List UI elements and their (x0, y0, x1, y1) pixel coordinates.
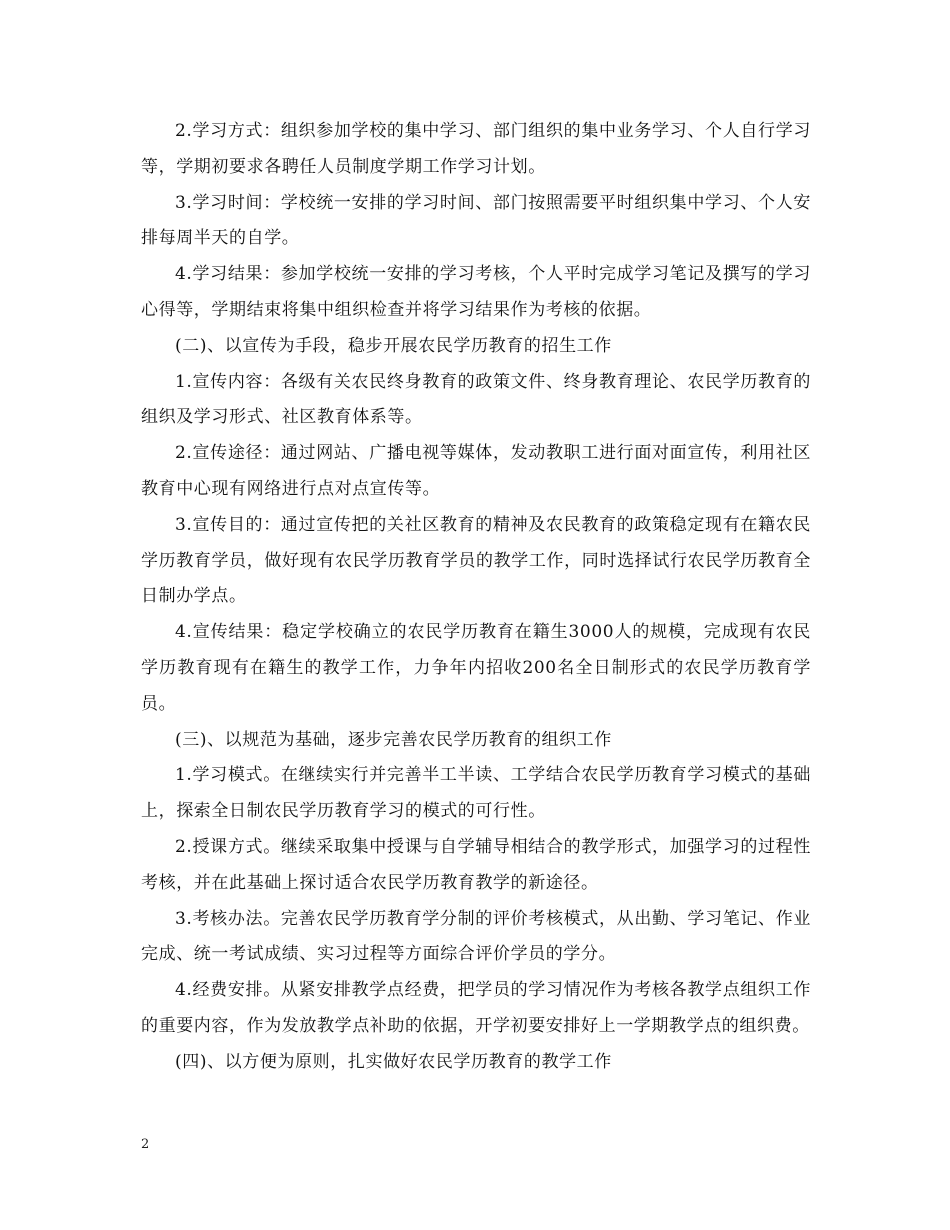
paragraph-funding: 4.经费安排。从紧安排教学点经费，把学员的学习情况作为考核各教学点组织工作的重要内容，作为发放教学点补助的依据，开学初要安排好上一学期教学点的组织费。 (141, 980, 811, 1036)
document-body (141, 114, 811, 1081)
paragraph-publicity-purpose: 3.宣传目的：通过宣传把的关社区教育的精神及农民教育的政策稳定现有在籍农民学历教育学员，做好现有农民学历教育学员的教学工作，同时选择试行农民学历教育全日制办学点。 (141, 514, 811, 607)
section-heading-4: (四)、以方便为原则，扎实做好农民学历教育的教学工作 (175, 1051, 612, 1072)
page-number: 2 (141, 1137, 150, 1152)
paragraph-teaching-method: 2.授课方式。继续采取集中授课与自学辅导相结合的教学形式，加强学习的过程性考核，并在此基础上探讨适合农民学历教育教学的新途径。 (141, 836, 811, 893)
paragraph-learning-mode: 1.学习模式。在继续实行并完善半工半读、工学结合农民学历教育学习模式的基础上，探索全日制农民学历教育学习的模式的可行性。 (141, 765, 811, 822)
paragraph-assessment: 3.考核办法。完善农民学历教育学分制的评价考核模式，从出勤、学习笔记、作业完成、统一考试成绩、实习过程等方面综合评价学员的学分。 (141, 908, 811, 965)
paragraph-publicity-channels: 2.宣传途径：通过网站、广播电视等媒体，发动教职工进行面对面宣传，利用社区教育中心现有网络进行点对点宣传等。 (141, 443, 811, 499)
paragraph-publicity-result: 4.宣传结果：稳定学校确立的农民学历教育在籍生3000人的规模，完成现有农民学历教育现有在籍生的教学工作，力争年内招收200名全日制形式的农民学历教育学员。 (141, 622, 811, 714)
paragraph-study-result: 4.学习结果：参加学校统一安排的学习考核，个人平时完成学习笔记及撰写的学习心得等，学期结束将集中组织检查并将学习结果作为考核的依据。 (141, 264, 811, 320)
paragraph-study-method: 2.学习方式：组织参加学校的集中学习、部门组织的集中业务学习、个人自行学习等，学期初要求各聘任人员制度学期工作学习计划。 (141, 121, 811, 177)
section-heading-3: (三)、以规范为基础，逐步完善农民学历教育的组织工作 (175, 729, 612, 750)
paragraph-publicity-content: 1.宣传内容：各级有关农民终身教育的政策文件、终身教育理论、农民学历教育的组织及学习形式、社区教育体系等。 (141, 371, 811, 428)
section-heading-2: (二)、以宣传为手段，稳步开展农民学历教育的招生工作 (175, 335, 612, 356)
paragraph-study-time: 3.学习时间：学校统一安排的学习时间、部门按照需要平时组织集中学习、个人安排每周半天的自学。 (141, 192, 811, 249)
